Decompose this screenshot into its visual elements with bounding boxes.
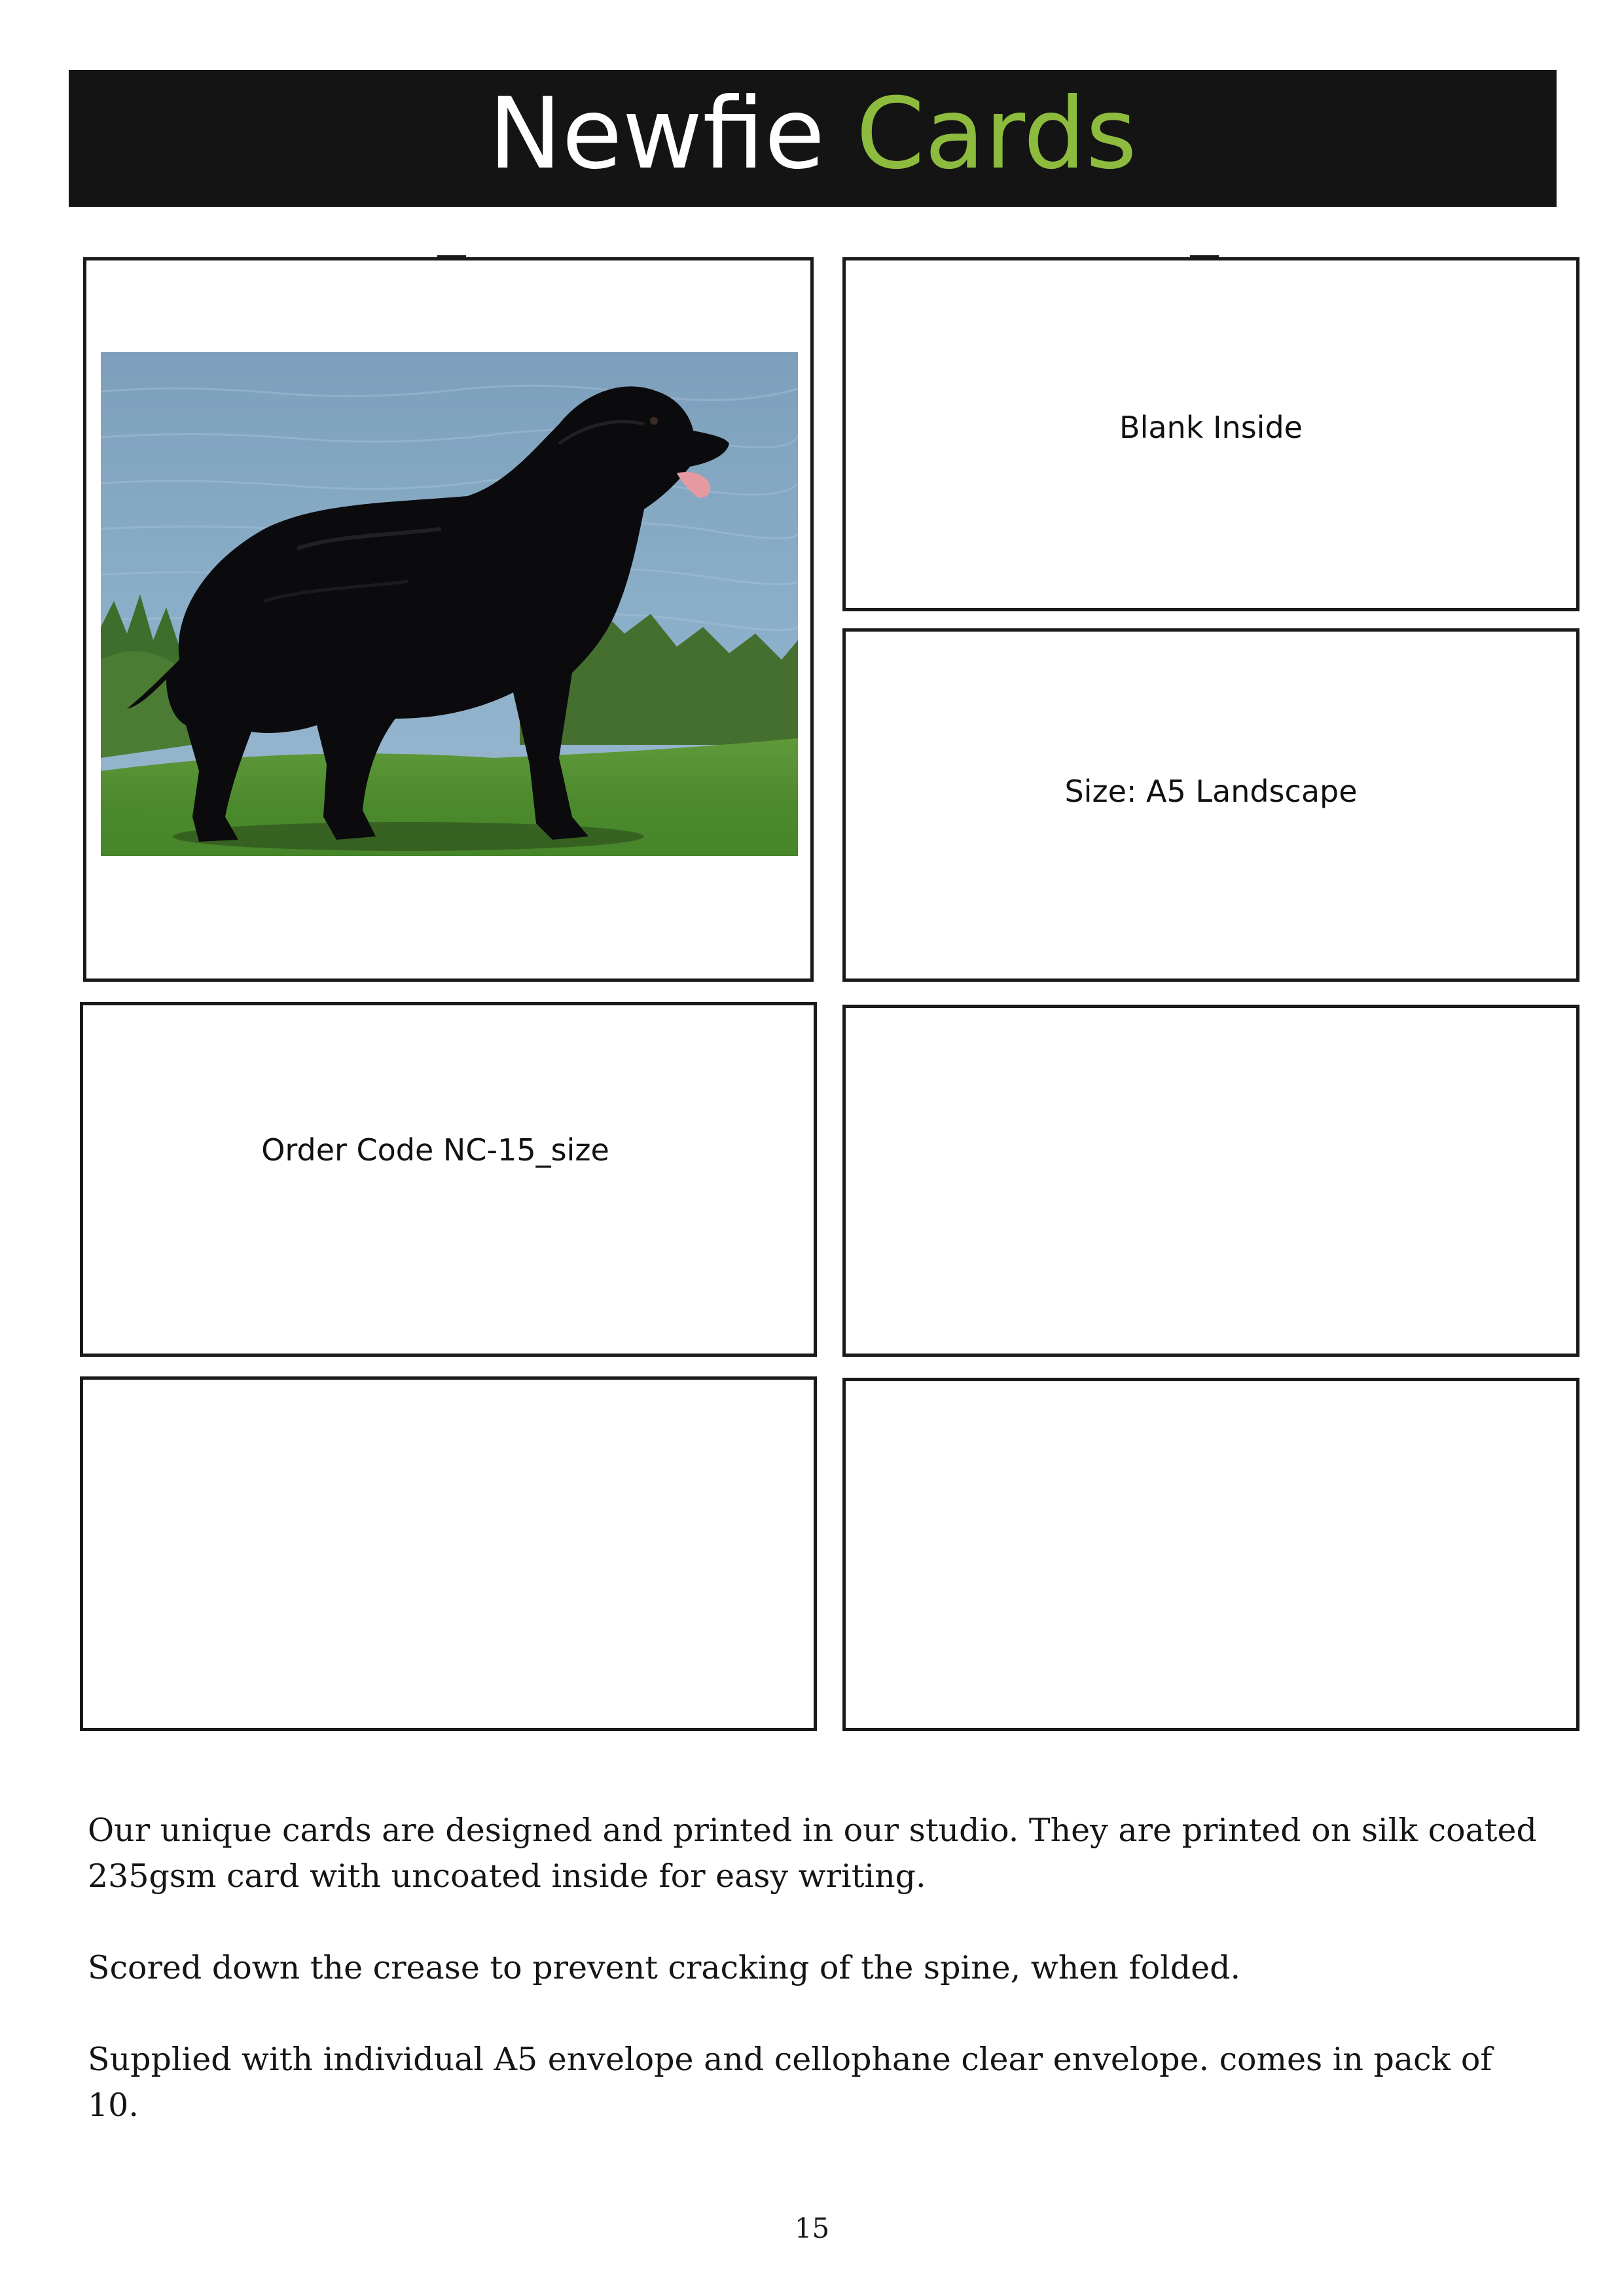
empty-panel-bottom-left (80, 1376, 817, 1731)
page-number: 15 (794, 2212, 830, 2244)
description-paragraph-1: Our unique cards are designed and printed in our studio. They are printed on silk coated 235gsm card with uncoated inside for easy writing. (88, 1812, 1537, 1895)
size-panel (842, 628, 1579, 982)
page-title-main: Newfie (488, 77, 856, 191)
newfoundland-dog-photo (101, 352, 798, 856)
page-title-accent: Cards (856, 77, 1137, 191)
order-code-panel (80, 1002, 817, 1357)
card-photo-panel (83, 257, 814, 982)
empty-panel-middle-right (842, 1005, 1579, 1357)
blank-inside-panel (842, 257, 1579, 611)
page-title (488, 77, 1137, 191)
product-description (88, 1808, 1541, 2174)
description-paragraph-3: Supplied with individual A5 envelope and cellophane clear envelope. comes in pack of 10. (88, 2041, 1492, 2124)
order-code-label: Order Code NC-15_size (261, 1132, 609, 1168)
header-banner (69, 70, 1557, 207)
description-paragraph-2: Scored down the crease to prevent cracking of the spine, when folded. (88, 1949, 1241, 1986)
blank-inside-label: Blank Inside (1119, 410, 1303, 445)
size-label: Size: A5 Landscape (1064, 774, 1358, 809)
empty-panel-bottom-right (842, 1378, 1579, 1731)
